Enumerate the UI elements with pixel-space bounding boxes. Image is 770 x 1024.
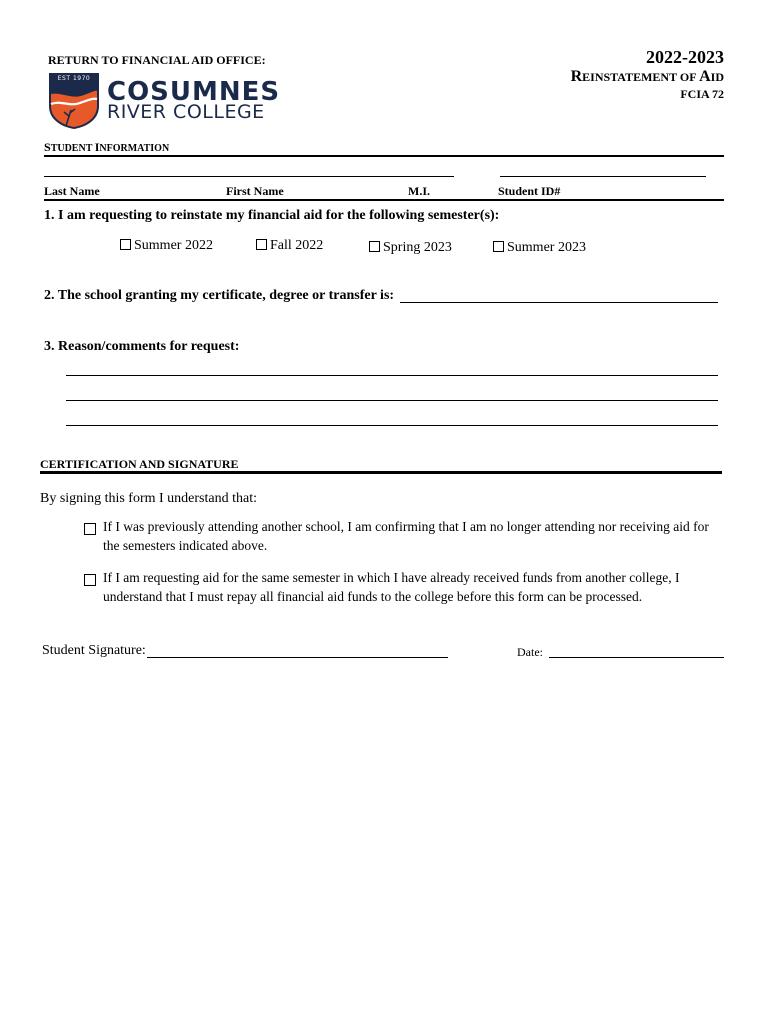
return-to-label: RETURN TO FINANCIAL AID OFFICE:	[48, 53, 266, 67]
form-title	[571, 68, 724, 86]
certification-checkbox-2[interactable]	[84, 572, 99, 590]
certification-item-1: If I was previously attending another school, I am confirming that I am no longer attending nor receiving aid for the semesters indicated above.	[103, 519, 709, 553]
signature-line[interactable]	[147, 657, 448, 658]
form-title-part-2: ID	[710, 70, 724, 84]
student-info-heading	[44, 140, 169, 155]
form-title-cap-1: R	[570, 68, 583, 85]
logo-est: EST 1970	[57, 75, 91, 82]
student-info-cap-1: S	[44, 140, 51, 154]
student-info-part-2: NFORMATION	[99, 143, 170, 154]
checkbox-icon[interactable]	[493, 241, 504, 252]
option-summer-2022[interactable]	[120, 238, 213, 254]
question-2: 2. The school granting my certificate, degree or transfer is:	[44, 288, 395, 303]
student-info-cap-2: I	[94, 140, 100, 154]
option-label: Spring 2023	[383, 240, 452, 255]
school-granting-line[interactable]	[400, 302, 718, 303]
checkbox-icon[interactable]	[369, 241, 380, 252]
checkbox-icon[interactable]	[256, 239, 267, 250]
certification-intro: By signing this form I understand that:	[40, 491, 257, 506]
reason-line-3[interactable]	[66, 425, 718, 426]
name-line[interactable]	[44, 176, 454, 177]
option-spring-2023[interactable]	[369, 240, 452, 256]
reason-line-1[interactable]	[66, 375, 718, 376]
form-title-cap-2: A	[699, 68, 711, 85]
checkbox-icon[interactable]	[84, 523, 96, 535]
first-name-label: First Name	[226, 184, 284, 198]
college-logo	[48, 72, 100, 135]
checkbox-icon[interactable]	[120, 239, 131, 250]
student-info-part-1: TUDENT	[50, 143, 95, 154]
date-line[interactable]	[549, 657, 724, 658]
mi-label: M.I.	[408, 184, 430, 198]
student-id-label: Student ID#	[498, 184, 561, 198]
question-1: 1. I am requesting to reinstate my financial aid for the following semester(s):	[44, 208, 500, 223]
option-summer-2023[interactable]	[493, 240, 586, 256]
student-id-line[interactable]	[500, 176, 706, 177]
reason-line-2[interactable]	[66, 400, 718, 401]
certification-heading: CERTIFICATION AND SIGNATURE	[40, 457, 239, 471]
option-label: Summer 2022	[134, 238, 213, 253]
logo-river-college: RIVER COLLEGE	[107, 101, 265, 123]
option-label: Summer 2023	[507, 240, 586, 255]
logo-cosumnes: COSUMNES	[107, 77, 281, 107]
form-code: FCIA 72	[680, 87, 724, 101]
certification-item-2: If I am requesting aid for the same semester in which I have already received funds from another college, I understand that I must repay all financial aid funds to the college before this form can be processed.	[103, 570, 680, 604]
question-3: 3. Reason/comments for request:	[44, 339, 240, 354]
academic-year: 2022-2023	[646, 47, 724, 67]
option-label: Fall 2022	[270, 238, 324, 253]
option-fall-2022[interactable]	[256, 238, 323, 254]
form-title-part-1: EINSTATEMENT OF	[582, 70, 700, 84]
certification-checkbox-1[interactable]	[84, 521, 99, 539]
checkbox-icon[interactable]	[84, 574, 96, 586]
date-label: Date:	[517, 645, 543, 659]
section-rule	[40, 471, 722, 474]
last-name-label: Last Name	[44, 184, 100, 198]
student-signature-label: Student Signature:	[42, 643, 146, 658]
section-rule	[44, 199, 724, 201]
section-rule	[44, 155, 724, 157]
